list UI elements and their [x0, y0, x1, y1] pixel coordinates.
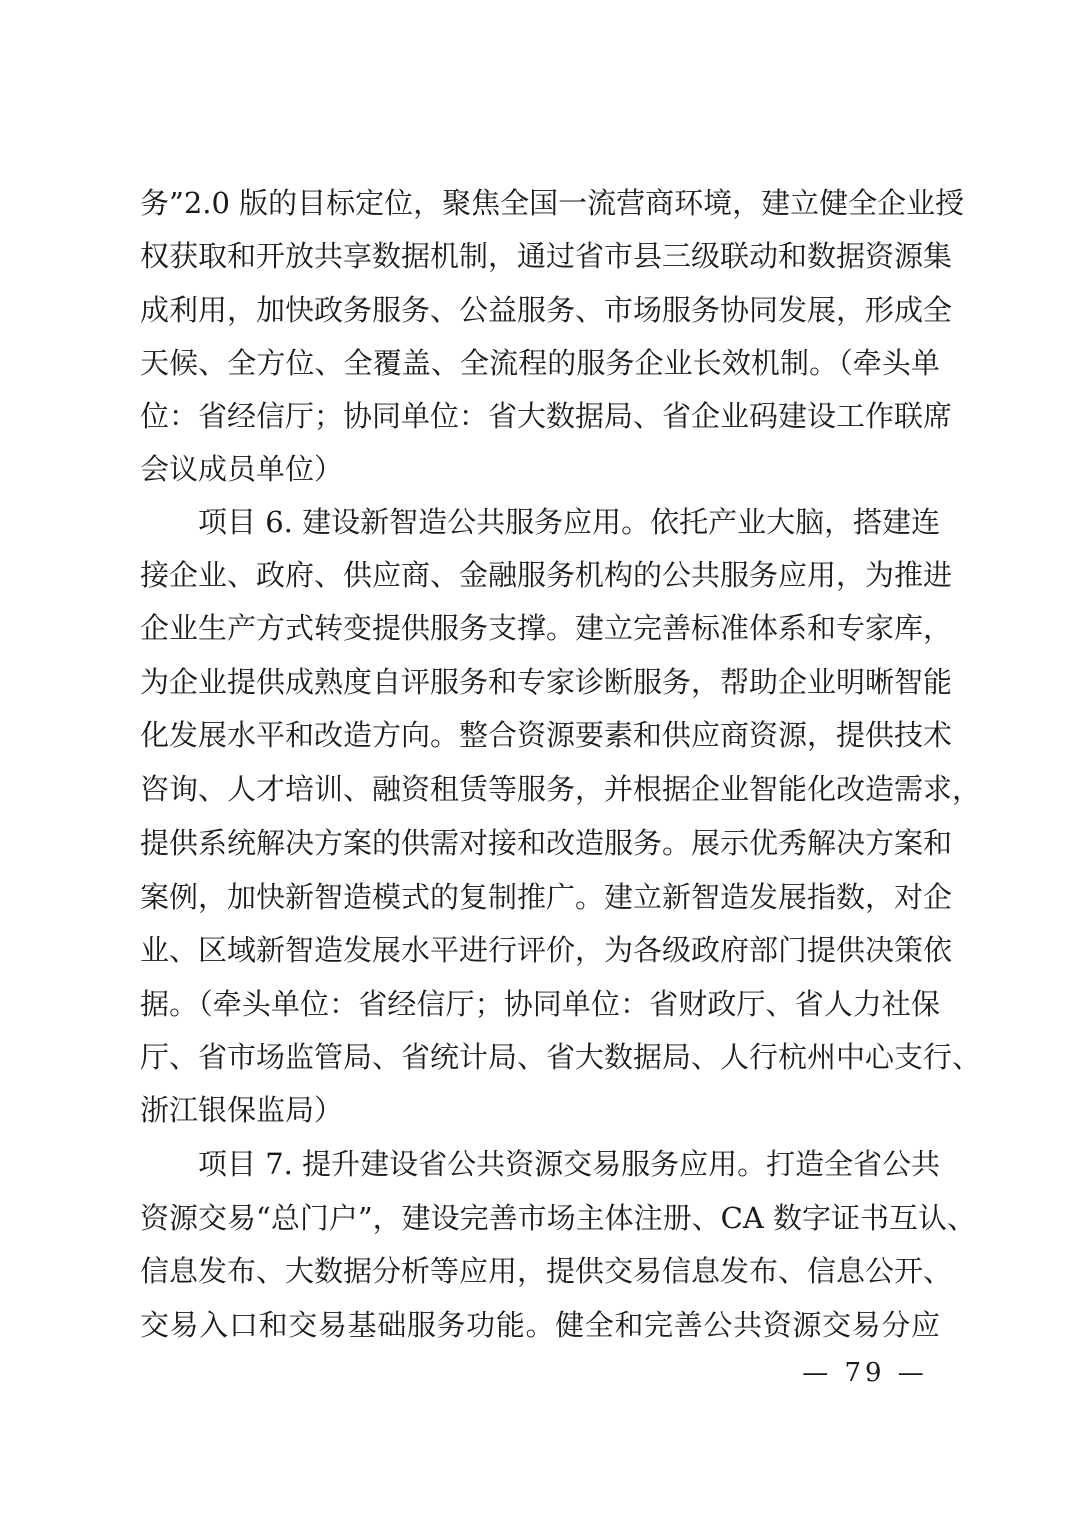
text-line: 权获取和开放共享数据机制，通过省市县三级联动和数据资源集	[140, 239, 953, 273]
text-line: 位：省经信厅；协同单位：省大数据局、省企业码建设工作联席	[140, 399, 953, 433]
text-line: 信息发布、大数据分析等应用，提供交易信息发布、信息公开、	[140, 1254, 953, 1288]
text-line: 务”2.0 版的目标定位，聚焦全国一流营商环境，建立健全企业授	[140, 186, 965, 220]
text-line: 提供系统解决方案的供需对接和改造服务。展示优秀解决方案和	[140, 826, 953, 860]
text-line: 接企业、政府、供应商、金融服务机构的公共服务应用，为推进	[140, 558, 953, 592]
text-line: 案例，加快新智造模式的复制推广。建立新智造发展指数，对企	[140, 880, 953, 914]
paragraph-heading-project-6: 项目 6. 建设新智造公共服务应用。依托产业大脑，搭建连	[198, 505, 941, 539]
text-line: 业、区域新智造发展水平进行评价，为各级政府部门提供决策依	[140, 933, 953, 967]
text-line: 咨询、人才培训、融资租赁等服务，并根据企业智能化改造需求，	[140, 772, 982, 806]
text-line: 据。（牵头单位：省经信厅；协同单位：省财政厅、省人力社保	[140, 987, 940, 1021]
text-line: 为企业提供成熟度自评服务和专家诊断服务，帮助企业明晰智能	[140, 665, 953, 699]
text-line: 厅、省市场监管局、省统计局、省大数据局、人行杭州中心支行、	[140, 1040, 982, 1074]
text-line: 浙江银保监局）	[140, 1093, 344, 1127]
text-line: 化发展水平和改造方向。整合资源要素和供应商资源，提供技术	[140, 718, 953, 752]
page-number: — 79 —	[802, 1358, 928, 1388]
text-line: 资源交易“总门户”，建设完善市场主体注册、CA 数字证书互认、	[140, 1201, 977, 1235]
text-line: 交易入口和交易基础服务功能。健全和完善公共资源交易分应	[140, 1308, 940, 1342]
paragraph-heading-project-7: 项目 7. 提升建设省公共资源交易服务应用。打造全省公共	[198, 1147, 941, 1181]
text-line: 天候、全方位、全覆盖、全流程的服务企业长效机制。（牵头单	[140, 346, 940, 380]
text-line: 会议成员单位）	[140, 452, 344, 486]
text-line: 企业生产方式转变提供服务支撑。建立完善标准体系和专家库，	[140, 611, 953, 645]
text-line: 成利用，加快政务服务、公益服务、市场服务协同发展，形成全	[140, 293, 953, 327]
